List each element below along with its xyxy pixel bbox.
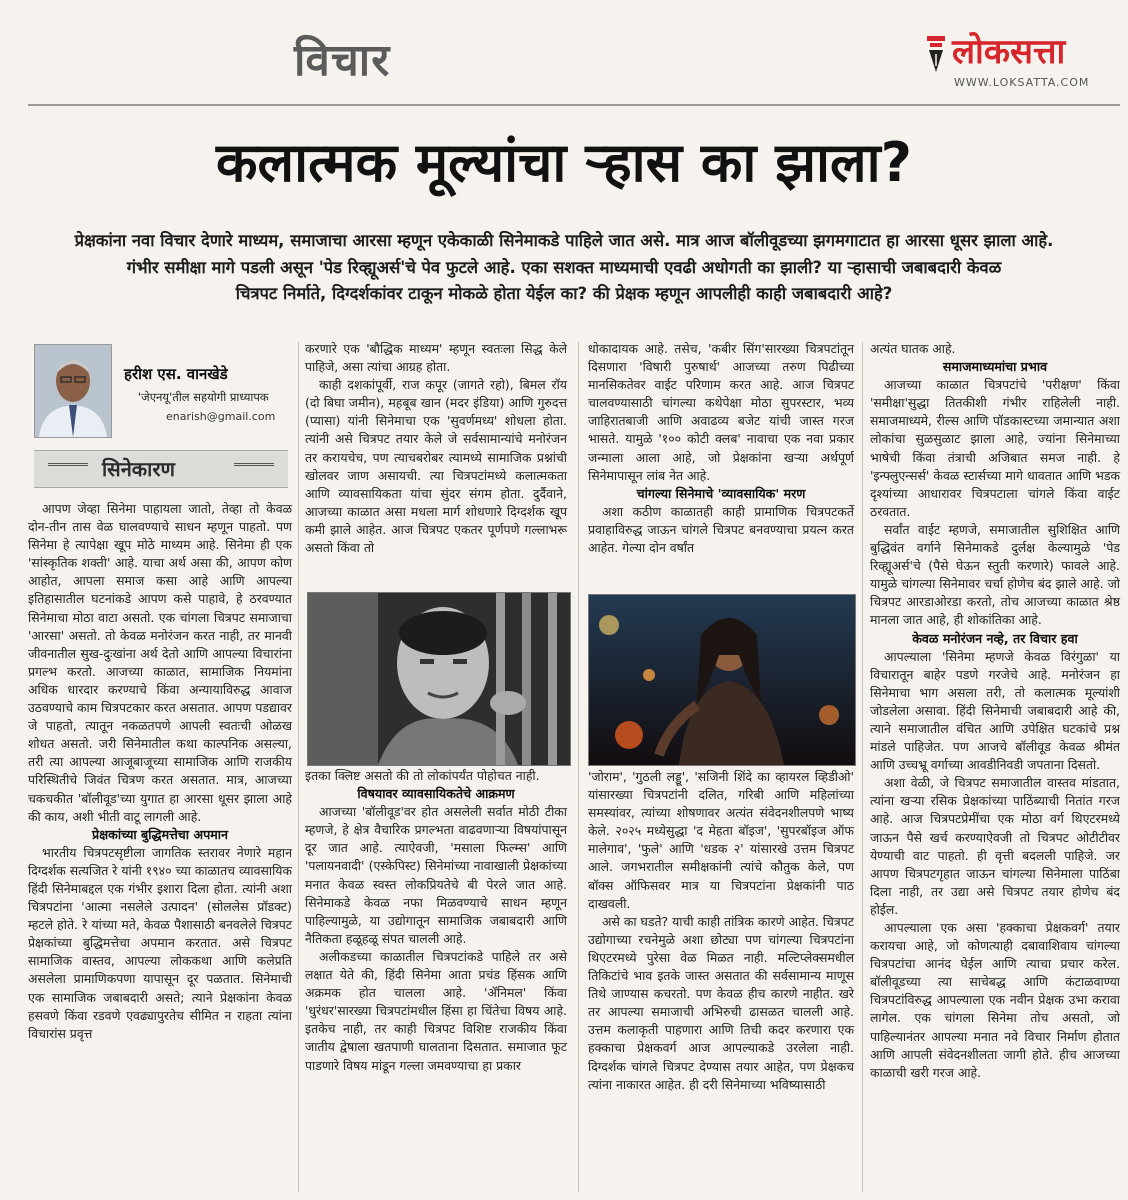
- subheading: समाजमाध्यमांचा प्रभाव: [942, 359, 1048, 375]
- paragraph: आपण जेव्हा सिनेमा पाहायला जातो, तेव्हा तो केवळ दोन-तीन तास वेळ घालवण्याचे साधन म्हणून पाहतो. पण सिनेमा हे त्यापेक्षा खूप मोठे माध्यम आहे. सिनेमा ही एक 'सांस्कृतिक शक्ती' आहे. याचा अर्थ असा की, आपण कोण आहोत, आपला समाज कसा आहे आणि आपल्या इतिहासातील घटनांकडे आपण कसे पाहावे, हे ठरवण्यात सिनेमाचा मोठा वाटा असतो. एक चांगला चित्रपट समाजाचा 'आरसा' असतो. तो केवळ मनोरंजन करत नाही, तर मानवी जीवनातील सुख-दुःखांना अर्थ देतो आणि आपल्या विचारांना प्रगल्भ करतो. आजच्या काळात, सामाजिक नियमांना अधिक धारदार करण्याचे किंवा अन्यायाविरुद्ध आवाज उठवण्याचे काम चित्रपटकार करत असतात. आपण पडद्यावर जे पाहतो, त्यातून नकळतपणे आपली स्वतःची ओळख शोधत असतो. जरी सिनेमातील कथा काल्पनिक असल्या, तरी त्या आपल्या आजूबाजूच्या सामाजिक आणि राजकीय परिस्थितीचे जिवंत चित्रण करत असतात. मात्र, आजच्या चकचकीत 'बॉलीवूड'च्या युगात हा आरसा धूसर झाला आहे की काय, अशी भीती वाटू लागली आहे.: [28, 501, 292, 824]
- headline: कलात्मक मूल्यांचा ऱ्हास का झाला?: [216, 131, 912, 194]
- subheading: प्रेक्षकांच्या बुद्धिमत्तेचा अपमान: [91, 826, 229, 842]
- column-label-text: सिनेकारण: [102, 457, 175, 481]
- article-column-4: [870, 340, 1120, 1082]
- standfirst: [40, 228, 1088, 308]
- pen-nib-icon: [924, 34, 948, 74]
- author-name: हरीश एस. वानखेडे: [124, 365, 228, 383]
- paragraph: सर्वांत वाईट म्हणजे, समाजातील सुशिक्षित आणि बुद्धिवंत वर्गाने सिनेमाकडे दुर्लक्ष केल्यामुळे 'पेड रिव्ह्यूअर्स'चे (पैसे घेऊन स्तुती करणारे) फावले आहे. यामुळे चांगल्या सिनेमावर चर्चा होणेच बंद झाले आहे. जो चित्रपट आरडाओरडा करतो, तोच आजच्या काळात श्रेष्ठ मानला जात आहे, ही शोकांतिका आहे.: [870, 521, 1120, 628]
- column-label: [34, 450, 288, 488]
- paragraph: धोकादायक आहे. तसेच, 'कबीर सिंग'सारख्या चित्रपटांतून दिसणारा 'विषारी पुरुषार्थ' आजच्या तरुण पिढीच्या मानसिकतेवर वाईट परिणाम करत आहे. आज चित्रपट चालवण्यासाठी चांगल्या कथेपेक्षा मोठा सुपरस्टार, भव्य जाहिरातबाजी आणि अवाढव्य बजेट यांची जास्त गरज भासते. यामुळे '१०० कोटी क्लब' नावाचा एक नवा प्रकार जन्माला आला आहे, जो प्रेक्षकांना खऱ्या अर्थपूर्ण सिनेमापासून लांब नेत आहे.: [588, 341, 854, 483]
- film-still-photo: [588, 594, 856, 766]
- paragraph: अशा कठीण काळातही काही प्रामाणिक चित्रपटकर्ते प्रवाहाविरुद्ध जाऊन चांगले चित्रपट बनवण्याचा प्रयत्न करत आहेत. गेल्या दोन वर्षांत: [588, 503, 854, 556]
- paragraph: काही दशकांपूर्वी, राज कपूर (जागते रहो), बिमल रॉय (दो बिघा जमीन), महबूब खान (मदर इंडिया) आणि गुरुदत्त (प्यासा) यांनी सिनेमाचा एक 'सुवर्णमध्य' शोधला होता. त्यांनी असे चित्रपट तयार केले जे सर्वसामान्यांचे मनोरंजन तर करायचेच, पण त्याचबरोबर त्यामध्ये सामाजिक प्रश्नांची खोलवर जाण असायची. त्या चित्रपटांमध्ये कलात्मकता आणि व्यावसायिकता यांचा सुंदर संगम होता. दुर्दैवाने, आजच्या काळात असा मधला मार्ग शोधणारे दिग्दर्शक खूप कमी झाले आहेत. आज चित्रपट एकतर पूर्णपणे गल्लाभरू असतो किंवा तो: [305, 377, 567, 556]
- paragraph: अत्यंत घातक आहे.: [870, 341, 956, 356]
- article-column-2-bottom: [305, 767, 567, 1075]
- paragraph: असे का घडते? याची काही तांत्रिक कारणे आहेत. चित्रपट उद्योगाच्या रचनेमुळे अशा छोट्या पण चांगल्या चित्रपटांना थिएटरमध्ये पुरेसा वेळ मिळत नाही. मल्टिप्लेक्समधील तिकिटांचे भाव इतके जास्त असतात की सर्वसामान्य माणूस तिथे जाण्यास कचरतो. पण केवळ हीच कारणे नाहीत. खरे तर आपल्या समाजाची अभिरुची ढासळत चालली आहे. उत्तम कलाकृती पाहणारा आणि तिची कदर करणारा एक हक्काचा प्रेक्षकवर्ग आज आपल्याकडे उरलेला नाही. दिग्दर्शक चांगले चित्रपट देण्यास तयार आहेत, पण प्रेक्षकच त्यांना नाकारत आहेत. ही दरी सिनेमाच्या भविष्यासाठी: [588, 913, 854, 1092]
- ornament-icon: [234, 463, 274, 478]
- subheading: चांगल्या सिनेमाचे 'व्यावसायिक' मरण: [636, 485, 806, 501]
- author-role: 'जेएनयू'तील सहयोगी प्राध्यापक: [138, 390, 269, 404]
- standfirst-line: प्रेक्षकांना नवा विचार देणारे माध्यम, समाजाचा आरसा म्हणून एकेकाळी सिनेमाकडे पाहिले जात असे. मात्र आज बॉलीवूडच्या झगमगाटात हा आरसा धूसर झाला आहे.: [74, 231, 1054, 250]
- subheading: केवळ मनोरंजन नव्हे, तर विचार हवा: [912, 630, 1078, 646]
- article-column-3-top: [588, 340, 854, 557]
- paragraph: आपल्याला 'सिनेमा म्हणजे केवळ विरंगुळा' या विचारातून बाहेर पडणे गरजेचे आहे. मनोरंजन हा सिनेमाचा भाग असला तरी, तो कलात्मक मूल्यांशी जोडलेला असावा. हिंदी सिनेमाची जबाबदारी आहे की, त्याने समाजातील वंचित आणि उपेक्षित घटकांचे प्रश्न मांडले पाहिजेत. पण आजचे बॉलीवूड केवळ श्रीमंत आणि उच्चभ्रू वर्गाच्या आवडीनिवडी जपताना दिसतो.: [870, 648, 1120, 773]
- author-byline: [28, 342, 292, 450]
- standfirst-line: गंभीर समीक्षा मागे पडली असून 'पेड रिव्ह्यूअर्स'चे पेव फुटले आहे. एका सशक्त माध्यमाची एवढी अधोगती का झाली? या ऱ्हासाची जबाबदारी केवळ: [126, 257, 1002, 277]
- brand-name: लोकसत्ता: [952, 32, 1066, 72]
- author-photo: [34, 344, 112, 438]
- paragraph: इतका क्लिष्ट असतो की तो लोकांपर्यंत पोहोचत नाही.: [305, 768, 540, 783]
- paragraph: आपल्याला एक असा 'हक्काचा प्रेक्षकवर्ग' तयार करायचा आहे, जो कोणत्याही दबावाशिवाय चांगल्या चित्रपटांचा आनंद घेईल आणि त्याचा प्रचार करेल. बॉलीवूडच्या त्या साचेबद्ध आणि कंटाळवाण्या चित्रपटांविरुद्ध आपल्याला एक नवीन प्रेक्षक उभा करावा लागेल. एक चांगला सिनेमा तोच असतो, जो पाहिल्यानंतर आपल्या मनात नवे विचार निर्माण होतात आणि आपली संवेदनशीलता जागी होते. हीच आजच्या काळाची खरी गरज आहे.: [870, 920, 1120, 1080]
- paragraph: करणारे एक 'बौद्धिक माध्यम' म्हणून स्वतःला सिद्ध केले पाहिजे, असा त्यांचा आग्रह होता.: [305, 341, 567, 375]
- paragraph: भारतीय चित्रपटसृष्टीला जागतिक स्तरावर नेणारे महान दिग्दर्शक सत्यजित रे यांनी १९४० च्या काळातच व्यावसायिक हिंदी सिनेमाबद्दल एक गंभीर इशारा दिला होता. त्यांनी अशा चित्रपटांना 'आत्मा नसलेले उत्पादन' (सोललेस प्रॉडक्ट) म्हटले होते. रे यांच्या मते, केवळ पैशासाठी बनवलेले चित्रपट प्रेक्षकांच्या बुद्धिमत्तेचा अपमान करतात. असे चित्रपट सामाजिक वास्तव, आपल्या लोककथा आणि कलेप्रति असलेला प्रामाणिकपणा यापासून दूर पळतात. सिनेमाची एक सामाजिक जबाबदारी असते; त्याने प्रेक्षकांना केवळ हसवणे किंवा रडवणे एवढ्यापुरतेच सीमित न राहता त्यांना विचारांस प्रवृत्त: [28, 844, 292, 1041]
- paragraph: आजच्या 'बॉलीवूड'वर होत असलेली सर्वात मोठी टीका म्हणजे, हे क्षेत्र वैचारिक प्रगल्भता वाढवणाऱ्या विषयांपासून दूर जात आहे. त्याऐवजी, 'मसाला फिल्म्स' आणि 'पलायनवादी' (एस्केपिस्ट) सिनेमांच्या नावाखाली प्रेक्षकांच्या मनात केवळ स्वस्त लोकप्रियतेचे बी पेरले जात आहे. सिनेमाकडे केवळ नफा मिळवण्याचे साधन म्हणून पाहिल्यामुळे, या उद्योगातून सामाजिक जबाबदारी आणि नैतिकता हळूहळू संपत चालली आहे.: [305, 804, 567, 946]
- column-divider: [298, 342, 299, 1192]
- column-divider: [578, 342, 579, 1192]
- article-column-2-top: [305, 340, 567, 557]
- header-divider: [28, 104, 1120, 106]
- paragraph: अशा वेळी, जे चित्रपट समाजातील वास्तव मांडतात, त्यांना खऱ्या रसिक प्रेक्षकांच्या पाठिंब्याची नितांत गरज आहे. आज चित्रपटप्रेमींचा एक मोठा वर्ग थिएटरमध्ये जाऊन पैसे खर्च करण्याऐवजी तो चित्रपट ओटीटीवर येण्याची वाट पाहतो. ही वृत्ती बदलली पाहिजे. जर आपण चित्रपटगृहात जाऊन चांगल्या सिनेमाला पाठिंबा दिला नाही, तर उद्या असे चित्रपट तयार होणेच बंद होईल.: [870, 775, 1120, 917]
- subheading: विषयावर व्यावसायिकतेचे आक्रमण: [357, 786, 515, 802]
- article-column-3-bottom: [588, 768, 854, 1094]
- column-divider: [862, 342, 863, 1192]
- section-title: विचार: [294, 35, 391, 86]
- paragraph: 'जोराम', 'गुठली लड्डू', 'सजिनी शिंदे का व्हायरल व्हिडीओ' यांसारख्या चित्रपटांनी दलित, गरिबी आणि महिलांच्या समस्यांवर, त्यांच्या शोषणावर अत्यंत संवेदनशीलपणे भाष्य केले. २०२५ मध्येसुद्धा 'द मेहता बॉइज', 'सुपरबॉइज ऑफ मालेगाव', 'फुले' आणि 'धडक २' यांसारखे उत्तम चित्रपट आले. जगभरातील समीक्षकांनी त्यांचे कौतुक केले, पण बॉक्स ऑफिसवर मात्र या चित्रपटांना प्रेक्षकांनी पाठ दाखवली.: [588, 769, 854, 911]
- ornament-icon: [48, 463, 88, 478]
- article-column-1: [28, 500, 292, 1043]
- paragraph: आजच्या काळात चित्रपटांचे 'परीक्षण' किंवा 'समीक्षा'सुद्धा तितकीशी गंभीर राहिलेली नाही. समाजमाध्यमे, रील्स आणि पॉडकास्टच्या जमान्यात अशा लोकांचा सुळसुळाट झाला आहे, ज्यांना सिनेमाच्या भाषेची किंवा तंत्राची अजिबात समज नाही. हे 'इन्फ्लुएन्सर्स' केवळ स्टार्सच्या मागे धावतात आणि भडक दृश्यांच्या आधारावर चित्रपटाला चांगले किंवा वाईट ठरवतात.: [870, 377, 1120, 519]
- standfirst-line: चित्रपट निर्माते, दिग्दर्शकांवर टाकून मोकळे होता येईल का? की प्रेक्षक म्हणून आपलीही काही जबाबदारी आहे?: [235, 284, 893, 303]
- paragraph: अलीकडच्या काळातील चित्रपटांकडे पाहिले तर असे लक्षात येते की, हिंदी सिनेमा आता प्रचंड हिंसक आणि अक्रमक होत चालला आहे. 'ॲनिमल' किंवा 'धुरंधर'सारख्या चित्रपटांमधील हिंसा हा चिंतेचा विषय आहे. इतकेच नाही, तर काही चित्रपट विशिष्ट राजकीय किंवा जातीय द्वेषाला खतपाणी घालताना दिसतात. समाजात फूट पाडणारे विषय मांडून गल्ला जमवण्याचा हा प्रकार: [305, 948, 567, 1073]
- author-email: enarish@gmail.com: [166, 410, 276, 423]
- brand-logo: [924, 30, 1119, 100]
- film-still-photo: [307, 592, 571, 766]
- brand-url: WWW.LOKSATTA.COM: [954, 76, 1090, 89]
